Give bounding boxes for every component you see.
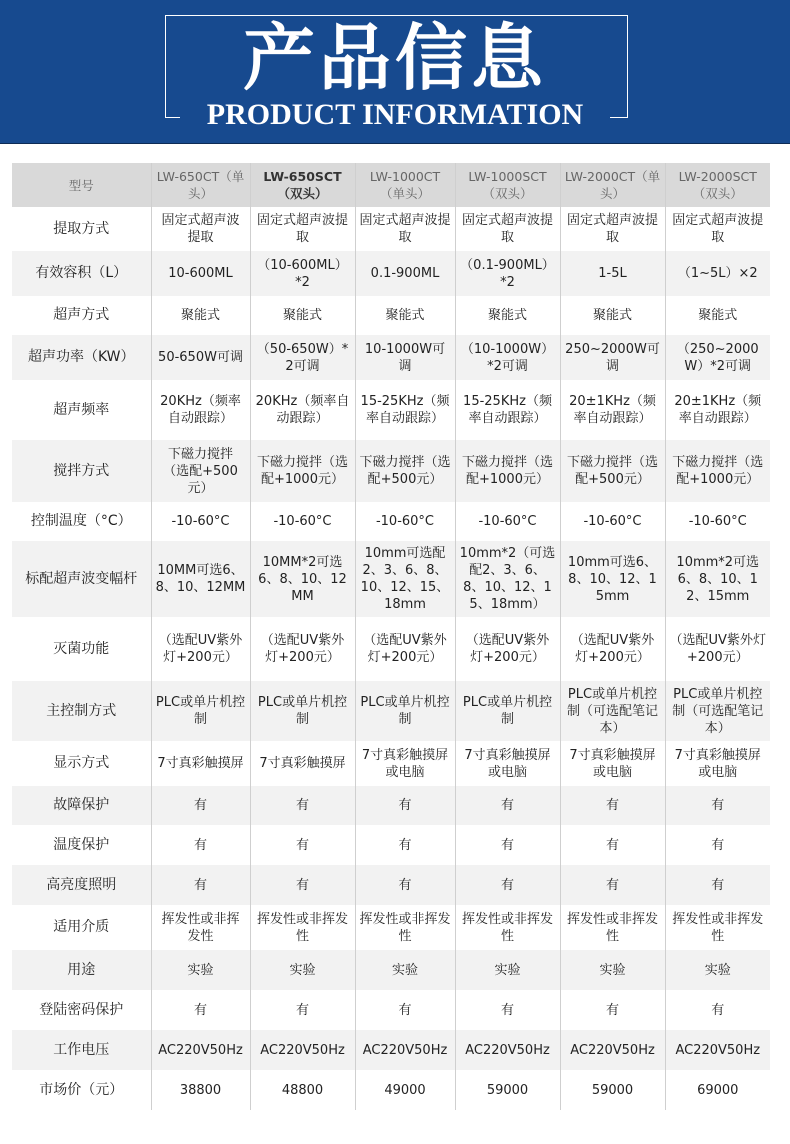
row-label: 提取方式 bbox=[53, 220, 110, 237]
spec-cell: （250~2000W）*2可调 bbox=[665, 335, 770, 380]
spec-cell: 固定式超声波提取 bbox=[151, 207, 250, 251]
spec-cell: 10mm*2（可选配2、3、6、8、10、12、15、18mm） bbox=[455, 541, 560, 617]
spec-cell: PLC或单片机控制 bbox=[455, 681, 560, 741]
row-label: 故障保护 bbox=[12, 786, 151, 825]
row-label: 工作电压 bbox=[12, 1030, 151, 1070]
row-label: 登陆密码保护 bbox=[39, 1001, 124, 1018]
spec-cell: （选配UV紫外灯+200元） bbox=[250, 617, 355, 681]
spec-cell: 有 bbox=[560, 825, 665, 865]
spec-cell: 7寸真彩触摸屏 bbox=[250, 741, 355, 786]
spec-cell: AC220V50Hz bbox=[560, 1030, 665, 1070]
table-row bbox=[12, 990, 770, 1030]
spec-cell: -10-60°C bbox=[250, 502, 355, 541]
spec-cell: 10mm*2可选6、8、10、12、15mm bbox=[665, 541, 770, 617]
spec-cell: 有 bbox=[665, 865, 770, 905]
model-header: LW-650SCT（双头） bbox=[250, 163, 355, 207]
spec-cell: （选配UV紫外灯+200元） bbox=[665, 617, 770, 681]
spec-cell: 7寸真彩触摸屏或电脑 bbox=[455, 741, 560, 786]
spec-cell: 有 bbox=[250, 865, 355, 905]
spec-cell: 10MM可选6、8、10、12MM bbox=[151, 541, 250, 617]
spec-cell: （选配UV紫外灯+200元） bbox=[560, 617, 665, 681]
table-row bbox=[12, 825, 770, 865]
spec-cell: 有 bbox=[355, 786, 455, 825]
banner-title-en: PRODUCT INFORMATION bbox=[180, 100, 610, 130]
spec-cell: 有 bbox=[151, 825, 250, 865]
spec-cell: （10-1000W）*2可调 bbox=[455, 335, 560, 380]
row-label: 市场价（元） bbox=[39, 1081, 124, 1098]
spec-cell: （1~5L）×2 bbox=[665, 251, 770, 296]
spec-cell: 49000 bbox=[355, 1070, 455, 1110]
table-row bbox=[12, 207, 770, 251]
spec-cell: 7寸真彩触摸屏 bbox=[151, 741, 250, 786]
spec-cell: -10-60°C bbox=[151, 502, 250, 541]
spec-cell: 有 bbox=[455, 786, 560, 825]
banner bbox=[0, 0, 790, 144]
row-label: 适用介质 bbox=[53, 919, 110, 935]
row-label: 超声功率（KW） bbox=[12, 335, 151, 380]
spec-cell: 38800 bbox=[151, 1070, 250, 1110]
table-row bbox=[12, 865, 770, 905]
spec-cell: 59000 bbox=[560, 1070, 665, 1110]
spec-cell: （0.1-900ML）*2 bbox=[455, 251, 560, 296]
model-header: LW-1000SCT（双头） bbox=[455, 163, 560, 207]
spec-cell: 10mm可选配2、3、6、8、10、12、15、18mm bbox=[355, 541, 455, 617]
row-label: 超声频率 bbox=[53, 401, 110, 418]
spec-cell: 有 bbox=[151, 990, 250, 1030]
spec-cell: 下磁力搅拌（选配+1000元） bbox=[455, 440, 560, 502]
spec-cell: 有 bbox=[455, 990, 560, 1030]
row-label: 显示方式 bbox=[53, 755, 110, 771]
banner-title-cn: 产品信息 bbox=[242, 15, 547, 100]
spec-cell: 固定式超声波提取 bbox=[250, 207, 355, 251]
spec-cell: 有 bbox=[250, 990, 355, 1030]
spec-cell: 下磁力搅拌（选配+500元） bbox=[355, 440, 455, 502]
table-row bbox=[12, 617, 770, 681]
table-row bbox=[12, 1030, 770, 1070]
spec-cell: （10-600ML）*2 bbox=[250, 251, 355, 296]
spec-cell: 20±1KHz（频率自动跟踪） bbox=[665, 380, 770, 440]
spec-cell: 有 bbox=[455, 865, 560, 905]
spec-cell: 10-600ML bbox=[151, 251, 250, 296]
spec-cell: AC220V50Hz bbox=[250, 1030, 355, 1070]
table-row bbox=[12, 296, 770, 335]
spec-cell: 10mm可选6、8、10、12、15mm bbox=[560, 541, 665, 617]
spec-cell: 69000 bbox=[665, 1070, 770, 1110]
table-row bbox=[12, 380, 770, 440]
model-header: LW-2000CT（单头） bbox=[560, 163, 665, 207]
spec-cell: 15-25KHz（频率自动跟踪） bbox=[455, 380, 560, 440]
spec-cell: 20KHz（频率自动跟踪） bbox=[250, 380, 355, 440]
spec-cell: （选配UV紫外灯+200元） bbox=[151, 617, 250, 681]
spec-cell: AC220V50Hz bbox=[151, 1030, 250, 1070]
spec-cell: 挥发性或非挥发性 bbox=[665, 905, 770, 950]
spec-cell: 实验 bbox=[250, 950, 355, 990]
spec-cell: 有 bbox=[250, 786, 355, 825]
spec-cell: 有 bbox=[665, 990, 770, 1030]
row-label: 用途 bbox=[12, 950, 151, 990]
row-label: 灭菌功能 bbox=[53, 640, 110, 657]
spec-cell: 10MM*2可选6、8、10、12MM bbox=[250, 541, 355, 617]
spec-cell: AC220V50Hz bbox=[355, 1030, 455, 1070]
row-label: 高亮度照明 bbox=[12, 865, 151, 905]
spec-cell: 15-25KHz（频率自动跟踪） bbox=[355, 380, 455, 440]
row-label: 控制温度（°C） bbox=[30, 513, 132, 529]
spec-cell: 有 bbox=[151, 786, 250, 825]
spec-cell: AC220V50Hz bbox=[455, 1030, 560, 1070]
table-row bbox=[12, 335, 770, 380]
spec-cell: 聚能式 bbox=[151, 296, 250, 335]
table-row bbox=[12, 950, 770, 990]
spec-cell: 7寸真彩触摸屏或电脑 bbox=[355, 741, 455, 786]
spec-cell: 下磁力搅拌（选配+1000元） bbox=[665, 440, 770, 502]
table-row bbox=[12, 541, 770, 617]
spec-cell: 固定式超声波提取 bbox=[455, 207, 560, 251]
spec-cell: 固定式超声波提取 bbox=[665, 207, 770, 251]
spec-cell: 下磁力搅拌（选配+500元） bbox=[151, 440, 250, 502]
spec-cell: 有 bbox=[355, 825, 455, 865]
spec-cell: 聚能式 bbox=[250, 296, 355, 335]
spec-cell: -10-60°C bbox=[455, 502, 560, 541]
row-label: 有效容积（L） bbox=[12, 251, 151, 296]
spec-cell: 实验 bbox=[560, 950, 665, 990]
spec-cell: PLC或单片机控制 bbox=[355, 681, 455, 741]
spec-cell: 7寸真彩触摸屏或电脑 bbox=[665, 741, 770, 786]
spec-cell: 实验 bbox=[151, 950, 250, 990]
row-label: 标配超声波变幅杆 bbox=[12, 541, 151, 617]
spec-cell: 有 bbox=[455, 825, 560, 865]
spec-cell: （选配UV紫外灯+200元） bbox=[355, 617, 455, 681]
spec-cell: 有 bbox=[665, 825, 770, 865]
spec-cell: 下磁力搅拌（选配+500元） bbox=[560, 440, 665, 502]
spec-cell: 聚能式 bbox=[665, 296, 770, 335]
spec-cell: PLC或单片机控制 bbox=[151, 681, 250, 741]
spec-cell: AC220V50Hz bbox=[665, 1030, 770, 1070]
spec-cell: 聚能式 bbox=[355, 296, 455, 335]
spec-cell: 10-1000W可调 bbox=[355, 335, 455, 380]
spec-cell: 实验 bbox=[455, 950, 560, 990]
spec-cell: 20±1KHz（频率自动跟踪） bbox=[560, 380, 665, 440]
spec-cell: 实验 bbox=[355, 950, 455, 990]
model-header: LW-650CT（单头） bbox=[151, 163, 250, 207]
spec-cell: 有 bbox=[151, 865, 250, 905]
row-label: 温度保护 bbox=[53, 836, 110, 853]
model-header: LW-1000CT（单头） bbox=[355, 163, 455, 207]
spec-cell: （选配UV紫外灯+200元） bbox=[455, 617, 560, 681]
spec-cell: 有 bbox=[560, 865, 665, 905]
spec-cell: 有 bbox=[355, 865, 455, 905]
spec-cell: 实验 bbox=[665, 950, 770, 990]
spec-cell: 7寸真彩触摸屏或电脑 bbox=[560, 741, 665, 786]
table-row bbox=[12, 681, 770, 741]
spec-cell: PLC或单片机控制（可选配笔记本） bbox=[560, 681, 665, 741]
spec-cell: 有 bbox=[250, 825, 355, 865]
spec-cell: 挥发性或非挥发性 bbox=[151, 905, 250, 950]
header-label: 型号 bbox=[12, 163, 151, 207]
product-spec-table bbox=[12, 163, 770, 1110]
row-label: 主控制方式 bbox=[12, 681, 151, 741]
spec-cell: 250~2000W可调 bbox=[560, 335, 665, 380]
table-row bbox=[12, 1070, 770, 1110]
table-row bbox=[12, 905, 770, 950]
spec-cell: PLC或单片机控制（可选配笔记本） bbox=[665, 681, 770, 741]
spec-cell: 有 bbox=[560, 786, 665, 825]
table-header-row bbox=[12, 163, 770, 207]
spec-cell: 50-650W可调 bbox=[151, 335, 250, 380]
table-row bbox=[12, 741, 770, 786]
spec-cell: 聚能式 bbox=[455, 296, 560, 335]
spec-cell: -10-60°C bbox=[665, 502, 770, 541]
spec-cell: 59000 bbox=[455, 1070, 560, 1110]
spec-cell: -10-60°C bbox=[355, 502, 455, 541]
spec-cell: 48800 bbox=[250, 1070, 355, 1110]
spec-cell: PLC或单片机控制 bbox=[250, 681, 355, 741]
table-row bbox=[12, 502, 770, 541]
spec-cell: 1-5L bbox=[560, 251, 665, 296]
spec-cell: 有 bbox=[665, 786, 770, 825]
spec-cell: 固定式超声波提取 bbox=[355, 207, 455, 251]
table-row bbox=[12, 786, 770, 825]
row-label: 超声方式 bbox=[53, 307, 110, 323]
row-label: 搅拌方式 bbox=[12, 440, 151, 502]
spec-cell: 20KHz（频率自动跟踪） bbox=[151, 380, 250, 440]
spec-cell: 挥发性或非挥发性 bbox=[250, 905, 355, 950]
spec-cell: （50-650W）*2可调 bbox=[250, 335, 355, 380]
spec-cell: 挥发性或非挥发性 bbox=[355, 905, 455, 950]
spec-cell: -10-60°C bbox=[560, 502, 665, 541]
model-header: LW-2000SCT（双头） bbox=[665, 163, 770, 207]
spec-cell: 挥发性或非挥发性 bbox=[455, 905, 560, 950]
spec-cell: 有 bbox=[560, 990, 665, 1030]
spec-cell: 0.1-900ML bbox=[355, 251, 455, 296]
table-row bbox=[12, 251, 770, 296]
spec-cell: 固定式超声波提取 bbox=[560, 207, 665, 251]
spec-cell: 有 bbox=[355, 990, 455, 1030]
spec-cell: 下磁力搅拌（选配+1000元） bbox=[250, 440, 355, 502]
spec-cell: 聚能式 bbox=[560, 296, 665, 335]
table-row bbox=[12, 440, 770, 502]
spec-cell: 挥发性或非挥发性 bbox=[560, 905, 665, 950]
